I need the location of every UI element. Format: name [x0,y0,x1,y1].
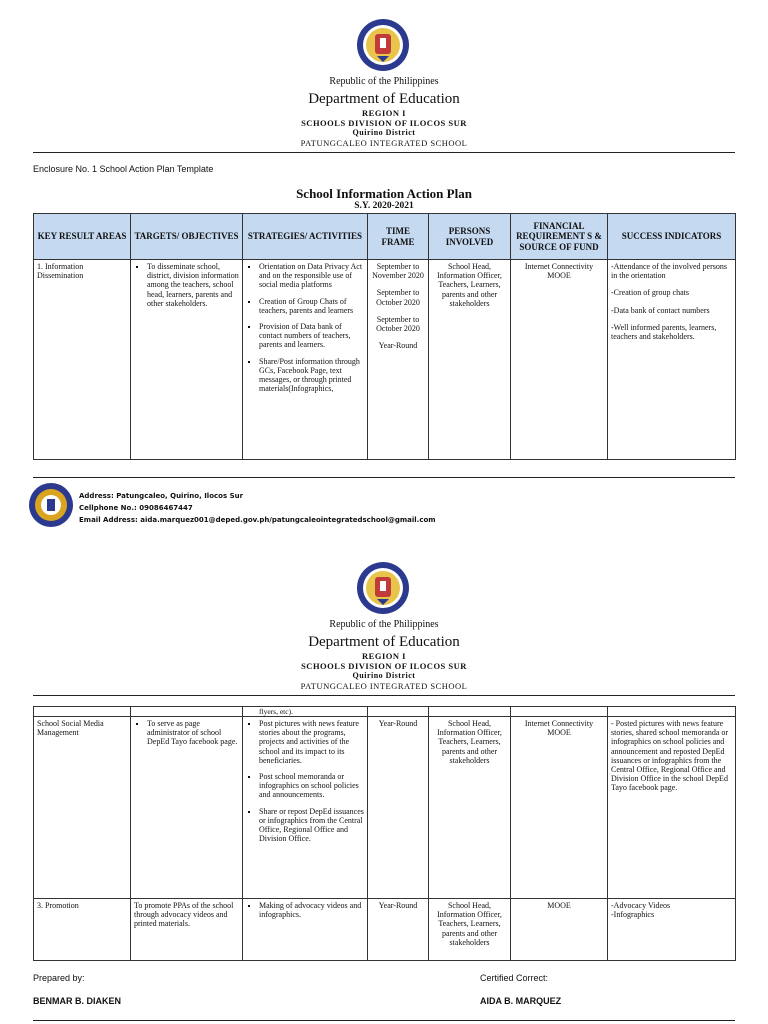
list-item: ▪ Post pictures with news feature stories about the programs, projects and activities of the school and its impact to its beneficiaries. [259,719,364,765]
plan-title: School Information Action Plan [296,186,472,201]
col-header-strategies: STRATEGIES/ ACTIVITIES [243,214,368,260]
school-name: PATUNGCALEO INTEGRATED SCHOOL [300,681,468,691]
list-item: ▪ Making of advocacy videos and infographics. [259,901,364,919]
department-title: Department of Education [308,634,460,650]
list-item: ▪ Provision of Data bank of contact numbers of teachers, parents and learners. [259,322,364,350]
time-frame-item: Year-Round [378,341,418,351]
department-title: Department of Education [308,91,460,107]
cell-time-frame: Year-Round [368,899,429,961]
cell-area: 3. Promotion [34,899,131,961]
table-row [34,260,736,460]
list-item: ▪ Share or repost DepEd issuances or infographics from the Central Office, Regional Office and Division Office. [259,807,364,844]
list-item: ▪ To serve as page administrator of school DepEd Tayo facebook page. [147,719,239,747]
cell-area: 1. Information Dissemination [34,260,131,460]
cell-persons: School Head, Information Officer, Teachers, Learners, parents and other stakeholders [429,260,511,460]
action-plan-table [33,213,736,460]
deped-seal-icon [356,18,410,72]
certified-correct-label: Certified Correct: [480,973,549,983]
header-divider [33,152,735,153]
list-item: ▪ Orientation on Data Privacy Act and on the responsible use of social media platforms [259,262,364,290]
indicator-item: -Data bank of contact numbers [611,305,710,315]
indicator-item: -Advocacy Videos [611,901,671,910]
cell-indicators [608,899,736,961]
cell-indicators [608,260,736,460]
footer-divider [33,477,735,478]
certified-correct-name: AIDA B. MARQUEZ [480,996,562,1006]
district-text: Quirino District [352,128,416,137]
prepared-by-name: BENMAR B. DIAKEN [33,996,122,1006]
cell-target: To promote PPAs of the school through advocacy videos and printed materials. [131,899,243,961]
indicator-item: -Creation of group chats [611,288,689,298]
time-frame-item: September to October 2020 [376,288,420,307]
cell-persons: School Head, Information Officer, Teachers, Learners, parents and other stakeholders [429,899,511,961]
time-frame-item: September to October 2020 [376,314,420,333]
footer-phone: Cellphone No.: 09086467447 [79,504,193,512]
indicator-item: -Infographics [611,910,655,920]
cell-fund: Internet Connectivity MOOE [511,717,608,899]
region-text: REGION I [362,108,406,118]
table-row [34,717,736,899]
cell-target [131,260,243,460]
enclosure-text: Enclosure No. 1 School Action Plan Template [33,164,214,174]
col-header-persons-involved: PERSONS INVOLVED [429,214,511,260]
cell-persons: School Head, Information Officer, Teachers, Learners, parents and other stakeholders [429,717,511,899]
bottom-divider [33,1020,735,1021]
cell-fund: Internet Connectivity MOOE [511,260,608,460]
col-header-targets: TARGETS/ OBJECTIVES [131,214,243,260]
division-text: SCHOOLS DIVISION OF ILOCOS SUR [301,661,467,671]
indicator-item: -Attendance of the involved persons in the orientation [611,262,727,281]
footer-email: Email Address: aida.marquez001@deped.gov.ph/patungcaleointegratedschool@gmail.com [79,516,436,524]
header-divider [33,695,735,696]
table-row [34,707,736,717]
cell-target [131,717,243,899]
cell-fund: MOOE [511,899,608,961]
continued-text: flyers, etc). [243,707,368,717]
republic-text: Republic of the Philippines [329,619,439,630]
cell-time-frame [368,260,429,460]
footer-address: Address: Patungcaleo, Quirino, Ilocos Sur [79,492,244,500]
cell-time-frame: Year-Round [368,717,429,899]
prepared-by-label: Prepared by: [33,973,85,983]
list-item: ▪ Share/Post information through GCs, Facebook Page, text messages, or through printed materials(Infographics, [259,357,364,394]
cell-area: School Social Media Management [34,717,131,899]
school-year: S.Y. 2020-2021 [354,201,414,211]
col-header-time-frame: TIME FRAME [368,214,429,260]
col-header-financial: FINANCIAL REQUIREMENT S & SOURCE OF FUND [511,214,608,260]
school-logo-icon [28,482,74,528]
list-item: ▪ Post school memoranda or infographics on school policies and announcements. [259,772,364,800]
school-name: PATUNGCALEO INTEGRATED SCHOOL [300,138,468,148]
table-row [34,899,736,961]
indicator-item: -Well informed parents, learners, teachers and stakeholders. [611,322,717,341]
col-header-success-indicators: SUCCESS INDICATORS [608,214,736,260]
col-header-key-result-areas: KEY RESULT AREAS [34,214,131,260]
time-frame-item: September to November 2020 [372,262,424,281]
division-text: SCHOOLS DIVISION OF ILOCOS SUR [301,118,467,128]
cell-strategies [243,899,368,961]
region-text: REGION I [362,651,406,661]
republic-text: Republic of the Philippines [329,76,439,87]
district-text: Quirino District [352,671,416,680]
action-plan-table-continued [33,706,736,961]
deped-seal-icon [356,561,410,615]
cell-strategies [243,260,368,460]
cell-indicators: - Posted pictures with news feature stories, shared school memoranda or infographics on school policies and announcement and reposted DepEd issuances or infographics from the Central Office, Regional Office and Division Office in the school DepEd Tayo facebook page. [608,717,736,899]
list-item: ▪ Creation of Group Chats of teachers, parents and learners [259,297,364,315]
cell-strategies [243,717,368,899]
list-item: ▪ To disseminate school, district, division information among the teachers, school head, learners, parents and other stakeholders. [147,262,239,308]
table-header-row [34,214,736,260]
